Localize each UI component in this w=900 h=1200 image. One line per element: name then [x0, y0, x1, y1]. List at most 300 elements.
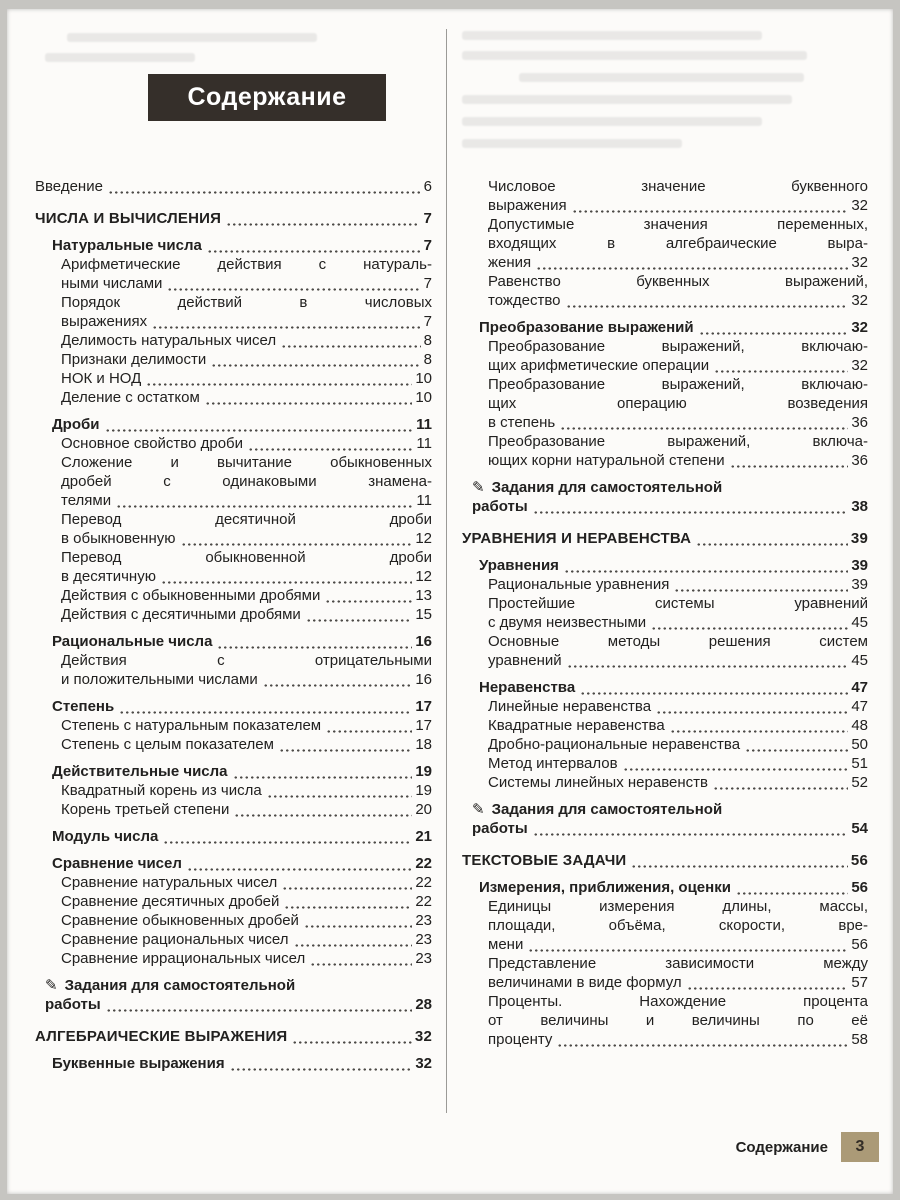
- toc-entry-page: 39: [850, 530, 868, 547]
- pencil-icon: ✎: [45, 977, 58, 994]
- toc-entry: [35, 605, 432, 624]
- toc-entry-lastline: [35, 209, 432, 228]
- toc-entry-page: 22: [415, 874, 432, 891]
- toc-entry-text: Деление с остатком: [61, 389, 200, 406]
- toc-entry-text: Рациональные уравнения: [488, 576, 670, 593]
- bleed-through-line: [462, 51, 807, 60]
- toc-entry: [462, 678, 868, 697]
- toc-entry-lastline: [52, 236, 432, 255]
- toc-entry-page: 54: [851, 820, 868, 837]
- dot-leader: [284, 897, 412, 909]
- toc-entry: [35, 369, 432, 388]
- toc-entry-page: 36: [851, 452, 868, 469]
- toc-entry-text: АЛГЕБРАИЧЕСКИЕ ВЫРАЖЕНИЯ: [35, 1028, 288, 1045]
- toc-entry: [462, 318, 868, 337]
- toc-entry-line: Простейшие системы уравнений: [488, 595, 868, 612]
- toc-entry-text: выражениях: [61, 313, 148, 330]
- dot-leader: [536, 258, 848, 270]
- toc-entry-line: Равенство буквенных выражений,: [488, 273, 868, 290]
- dot-leader: [533, 502, 849, 514]
- toc-entry: [35, 716, 432, 735]
- toc-entry-page: 56: [850, 852, 868, 869]
- footer-section-label: Содержание: [735, 1138, 828, 1156]
- toc-entry-page: 11: [416, 435, 432, 452]
- dot-leader: [674, 580, 848, 592]
- toc-entry: [462, 697, 868, 716]
- toc-entry-line: Числовое значение буквенного: [488, 178, 868, 195]
- toc-entry: [462, 800, 868, 838]
- toc-entry-lastline: [479, 318, 868, 337]
- toc-entry: [462, 375, 868, 432]
- toc-entry-line: [472, 800, 868, 819]
- toc-entry-lastline: [61, 892, 432, 911]
- toc-entry-page: 7: [423, 313, 432, 330]
- dot-leader: [108, 182, 421, 194]
- bleed-through-line: [462, 139, 682, 148]
- toc-entry-text: Метод интервалов: [488, 755, 618, 772]
- toc-entry-text: в десятичную: [61, 568, 156, 585]
- toc-entry-line: входящих в алгебраические выра-: [488, 235, 868, 252]
- toc-entry-line: Преобразование выражений, включаю-: [488, 338, 868, 355]
- toc-entry: [462, 632, 868, 670]
- toc-entry-text: Задания для самостоятельной: [491, 801, 723, 818]
- toc-entry-page: 39: [851, 557, 868, 574]
- toc-entry-text: Сравнение чисел: [52, 855, 182, 872]
- toc-entry-lastline: [488, 735, 868, 754]
- toc-entry-text: Сравнение обыкновенных дробей: [61, 912, 299, 929]
- dot-leader: [146, 374, 412, 386]
- dot-leader: [528, 940, 848, 952]
- toc-entry-text: Задания для самостоятельной: [491, 479, 723, 496]
- dot-leader: [119, 702, 412, 714]
- toc-entry-text: работы: [45, 996, 101, 1013]
- toc-entry: [462, 556, 868, 575]
- toc-entry-lastline: [61, 350, 432, 369]
- toc-entry-text: Делимость натуральных чисел: [61, 332, 277, 349]
- toc-entry-text: работы: [472, 820, 528, 837]
- dot-leader: [567, 656, 849, 668]
- toc-entry-lastline: [472, 497, 868, 516]
- dot-leader: [580, 683, 848, 695]
- toc-entry-lastline: [488, 291, 868, 310]
- toc-entry-page: 16: [415, 671, 432, 688]
- toc-entry-text: ными числами: [61, 275, 163, 292]
- toc-entry-text: Действия с обыкновенными дробями: [61, 587, 321, 604]
- toc-entry-text: в обыкновенную: [61, 530, 176, 547]
- toc-entry-page: 57: [851, 974, 868, 991]
- dot-leader: [281, 336, 421, 348]
- toc-entry-lastline: [61, 873, 432, 892]
- toc-entry-text: Действия с десятичными дробями: [61, 606, 301, 623]
- toc-entry-page: 16: [415, 633, 432, 650]
- toc-entry-page: 28: [415, 996, 432, 1013]
- toc-entry: [35, 1027, 432, 1046]
- toc-entry: [462, 177, 868, 215]
- toc-entry: [35, 331, 432, 350]
- pencil-icon: ✎: [472, 479, 485, 496]
- toc-entry-lastline: [52, 632, 432, 651]
- toc-entry-page: 36: [851, 414, 868, 431]
- toc-entry-page: 38: [851, 498, 868, 515]
- toc-entry: [462, 954, 868, 992]
- toc-entry-lastline: [479, 556, 868, 575]
- toc-entry-text: Рациональные числа: [52, 633, 213, 650]
- toc-entry-lastline: [61, 388, 432, 407]
- toc-column-left: [35, 177, 432, 1073]
- dot-leader: [282, 878, 412, 890]
- toc-entry-lastline: [479, 878, 868, 897]
- toc-entry-lastline: [61, 949, 432, 968]
- toc-entry: [35, 854, 432, 873]
- toc-entry: [35, 415, 432, 434]
- toc-entry-text: жения: [488, 254, 532, 271]
- toc-entry-text: Признаки делимости: [61, 351, 207, 368]
- toc-entry-lastline: [61, 605, 432, 624]
- bleed-through-line: [462, 31, 762, 40]
- bleed-through-line: [462, 117, 762, 126]
- toc-entry-line: [472, 478, 868, 497]
- toc-entry-lastline: [488, 651, 868, 670]
- toc-entry-page: 50: [851, 736, 868, 753]
- toc-entry-page: 47: [851, 698, 868, 715]
- dot-leader: [248, 439, 413, 451]
- dot-leader: [152, 317, 421, 329]
- toc-entry-page: 58: [851, 1031, 868, 1048]
- dot-leader: [623, 759, 849, 771]
- toc-entry-text: Корень третьей степени: [61, 801, 230, 818]
- toc-entry-lastline: [61, 434, 432, 453]
- toc-entry-page: 45: [851, 614, 868, 631]
- toc-entry: [35, 827, 432, 846]
- toc-entry-lastline: [488, 575, 868, 594]
- dot-leader: [326, 721, 412, 733]
- toc-entry-text: проценту: [488, 1031, 553, 1048]
- toc-entry-lastline: [61, 716, 432, 735]
- toc-entry-line: дробей с одинаковыми знамена-: [61, 473, 432, 490]
- page-title: Содержание: [148, 74, 386, 121]
- toc-entry-text: Преобразование выражений: [479, 319, 694, 336]
- toc-entry-page: 19: [415, 782, 432, 799]
- toc-entry: [462, 575, 868, 594]
- toc-entry: [35, 177, 432, 196]
- toc-entry: [462, 992, 868, 1049]
- toc-entry-text: Уравнения: [479, 557, 559, 574]
- toc-entry-line: [45, 976, 432, 995]
- dot-leader: [304, 916, 412, 928]
- dot-leader: [310, 954, 412, 966]
- toc-entry-lastline: [488, 697, 868, 716]
- toc-entry-page: 45: [851, 652, 868, 669]
- toc-entry-page: 32: [851, 292, 868, 309]
- toc-entry-text: ЧИСЛА И ВЫЧИСЛЕНИЯ: [35, 210, 222, 227]
- toc-entry-page: 19: [415, 763, 432, 780]
- dot-leader: [163, 832, 412, 844]
- toc-entry: [35, 236, 432, 255]
- toc-entry-page: 13: [415, 587, 432, 604]
- toc-entry: [35, 651, 432, 689]
- toc-entry-text: Измерения, приближения, оценки: [479, 879, 731, 896]
- toc-entry: [35, 1054, 432, 1073]
- toc-entry-text: Буквенные выражения: [52, 1055, 225, 1072]
- toc-entry: [35, 434, 432, 453]
- toc-entry-lastline: [462, 529, 868, 548]
- dot-leader: [687, 978, 849, 990]
- toc-entry-lastline: [35, 1027, 432, 1046]
- dot-leader: [233, 767, 413, 779]
- toc-entry: [462, 773, 868, 792]
- toc-entry-line: Преобразование выражений, включаю-: [488, 376, 868, 393]
- toc-entry: [35, 388, 432, 407]
- toc-entry-page: 12: [415, 530, 432, 547]
- toc-entry-lastline: [488, 973, 868, 992]
- toc-entry-page: 18: [415, 736, 432, 753]
- toc-column-right: [462, 177, 868, 1073]
- toc-entry: [35, 911, 432, 930]
- toc-entry-text: тождество: [488, 292, 561, 309]
- toc-entry-text: Степень: [52, 698, 115, 715]
- toc-entry-lastline: [61, 911, 432, 930]
- toc-entry-lastline: [488, 773, 868, 792]
- toc-entry: [462, 594, 868, 632]
- dot-leader: [230, 1059, 413, 1071]
- toc-entry: [35, 892, 432, 911]
- toc-entry-line: Допустимые значения переменных,: [488, 216, 868, 233]
- toc-entry-page: 20: [415, 801, 432, 818]
- dot-leader: [279, 740, 412, 752]
- toc-entry-page: 6: [423, 178, 432, 195]
- toc-entry: [35, 976, 432, 1014]
- toc-entry-lastline: [52, 1054, 432, 1073]
- toc-entry-page: 7: [423, 237, 432, 254]
- toc-entry-page: 23: [415, 950, 432, 967]
- toc-entry-lastline: [488, 1030, 868, 1049]
- toc-entry-line: щих операцию возведения: [488, 395, 868, 412]
- toc-entry-page: 11: [416, 492, 432, 509]
- dot-leader: [267, 786, 413, 798]
- dot-leader: [226, 214, 420, 226]
- toc-entry-text: Неравенства: [479, 679, 576, 696]
- dot-leader: [205, 393, 413, 405]
- toc-entry-text: Сравнение десятичных дробей: [61, 893, 280, 910]
- bleed-through-line: [45, 53, 195, 62]
- toc-entry-text: выражения: [488, 197, 567, 214]
- toc-entry-lastline: [61, 800, 432, 819]
- toc-entry-line: Единицы измерения длины, массы,: [488, 898, 868, 915]
- toc-entry: [35, 453, 432, 510]
- dot-leader: [714, 361, 848, 373]
- toc-entry: [462, 272, 868, 310]
- toc-entry-text: Введение: [35, 178, 103, 195]
- toc-entry: [35, 930, 432, 949]
- bleed-through-line: [519, 73, 804, 82]
- toc-entry: [462, 716, 868, 735]
- toc-entry-lastline: [35, 177, 432, 196]
- toc-entry: [462, 337, 868, 375]
- dot-leader: [211, 355, 420, 367]
- toc-entry-page: 23: [415, 931, 432, 948]
- toc-entry-lastline: [52, 762, 432, 781]
- toc-entry-page: 56: [851, 879, 868, 896]
- toc-entry-text: уравнений: [488, 652, 562, 669]
- toc-entry-lastline: [52, 854, 432, 873]
- dot-leader: [745, 740, 848, 752]
- toc-entry-text: Сравнение иррациональных чисел: [61, 950, 306, 967]
- dot-leader: [105, 420, 414, 432]
- dot-leader: [116, 496, 413, 508]
- toc-entry-page: 32: [851, 197, 868, 214]
- toc-entry-lastline: [472, 819, 868, 838]
- toc-entry-lastline: [488, 413, 868, 432]
- toc-entry-page: 8: [423, 332, 432, 349]
- toc-entry-text: величинами в виде формул: [488, 974, 682, 991]
- toc-entry: [462, 878, 868, 897]
- toc-entry-line: Перевод обыкновенной дроби: [61, 549, 432, 566]
- toc-entry-lastline: [61, 930, 432, 949]
- toc-entry: [35, 949, 432, 968]
- toc-entry-text: Задания для самостоятельной: [64, 977, 296, 994]
- toc-entry-text: Системы линейных неравенств: [488, 774, 708, 791]
- toc-entry-text: Дроби: [52, 416, 100, 433]
- toc-entry-text: ТЕКСТОВЫЕ ЗАДАЧИ: [462, 852, 627, 869]
- toc-entry-lastline: [61, 529, 432, 548]
- dot-leader: [557, 1035, 848, 1047]
- toc-entry: [35, 873, 432, 892]
- toc-entry-page: 7: [423, 210, 432, 227]
- toc-entry-text: телями: [61, 492, 112, 509]
- toc-entry-page: 12: [415, 568, 432, 585]
- toc-entry: [35, 293, 432, 331]
- toc-entry-page: 47: [851, 679, 868, 696]
- toc-entry-text: мени: [488, 936, 524, 953]
- toc-entry-page: 10: [415, 370, 432, 387]
- book-page: [7, 9, 893, 1194]
- toc-entry-lastline: [488, 253, 868, 272]
- toc-entry-page: 51: [851, 755, 868, 772]
- toc-entry: [462, 897, 868, 954]
- toc-entry-page: 48: [851, 717, 868, 734]
- toc-entry: [462, 851, 868, 870]
- page-number-badge: 3: [841, 1132, 879, 1162]
- dot-leader: [161, 572, 412, 584]
- toc-entry: [35, 586, 432, 605]
- toc-entry-page: 32: [415, 1055, 432, 1072]
- toc-entry-text: в степень: [488, 414, 556, 431]
- dot-leader: [730, 456, 849, 468]
- dot-leader: [217, 637, 412, 649]
- dot-leader: [560, 418, 848, 430]
- toc-entry-line: Арифметические действия с натураль-: [61, 256, 432, 273]
- dot-leader: [181, 534, 413, 546]
- toc-entry-text: Модуль числа: [52, 828, 159, 845]
- toc-entry: [35, 697, 432, 716]
- toc-entry-lastline: [61, 670, 432, 689]
- dot-leader: [736, 883, 848, 895]
- dot-leader: [533, 824, 849, 836]
- toc-entry-page: 8: [423, 351, 432, 368]
- toc-entry-text: Дробно-рациональные неравенства: [488, 736, 741, 753]
- dot-leader: [207, 241, 421, 253]
- pencil-icon: ✎: [472, 801, 485, 818]
- toc-entry-lastline: [61, 491, 432, 510]
- toc-entry-page: 23: [415, 912, 432, 929]
- dot-leader: [651, 618, 848, 630]
- toc-entry: [462, 478, 868, 516]
- toc-entry-page: 52: [851, 774, 868, 791]
- toc-entry-line: Порядок действий в числовых: [61, 294, 432, 311]
- bleed-through-line: [462, 95, 792, 104]
- dot-leader: [106, 1000, 413, 1012]
- toc-entry-lastline: [61, 369, 432, 388]
- toc-entry-text: Действительные числа: [52, 763, 228, 780]
- toc-entry-lastline: [45, 995, 432, 1014]
- toc-entry-lastline: [488, 716, 868, 735]
- toc-entry-lastline: [52, 697, 432, 716]
- toc-entry-line: Преобразование выражений, включа-: [488, 433, 868, 450]
- toc-entry: [462, 754, 868, 773]
- dot-leader: [167, 279, 420, 291]
- toc-entry-text: Степень с целым показателем: [61, 736, 274, 753]
- dot-leader: [325, 591, 412, 603]
- toc-entry-lastline: [52, 415, 432, 434]
- toc-entry: [35, 510, 432, 548]
- toc-entry: [35, 800, 432, 819]
- dot-leader: [187, 859, 412, 871]
- toc-entry-page: 32: [414, 1028, 432, 1045]
- toc-entry: [35, 255, 432, 293]
- dot-leader: [696, 534, 848, 546]
- toc-entry: [35, 762, 432, 781]
- toc-entry-line: Представление зависимости между: [488, 955, 868, 972]
- toc-entry: [35, 735, 432, 754]
- dot-leader: [263, 675, 413, 687]
- toc-entry-page: 10: [415, 389, 432, 406]
- toc-entry-page: 32: [851, 357, 868, 374]
- toc-entry-text: НОК и НОД: [61, 370, 142, 387]
- dot-leader: [656, 702, 848, 714]
- toc-entry-lastline: [488, 935, 868, 954]
- toc-entry-text: с двумя неизвестными: [488, 614, 647, 631]
- toc-entry-lastline: [488, 451, 868, 470]
- dot-leader: [566, 296, 849, 308]
- toc-entry: [462, 432, 868, 470]
- dot-leader: [234, 805, 412, 817]
- toc-entry-line: от величины и величины по её: [488, 1012, 868, 1029]
- toc-entry-lastline: [61, 567, 432, 586]
- toc-entry-lastline: [61, 274, 432, 293]
- toc-entry-line: Основные методы решения систем: [488, 633, 868, 650]
- toc-entry-text: Натуральные числа: [52, 237, 202, 254]
- toc-entry-line: площади, объёма, скорости, вре-: [488, 917, 868, 934]
- toc-entry-line: Перевод десятичной дроби: [61, 511, 432, 528]
- toc-entry-lastline: [488, 754, 868, 773]
- dot-leader: [292, 1032, 411, 1044]
- toc-entry-page: 32: [851, 254, 868, 271]
- toc-entry-lastline: [479, 678, 868, 697]
- toc-entry: [35, 209, 432, 228]
- dot-leader: [670, 721, 849, 733]
- toc-entry-line: Проценты. Нахождение процента: [488, 993, 868, 1010]
- toc-entry-text: Квадратный корень из числа: [61, 782, 262, 799]
- toc-entry-text: Степень с натуральным показателем: [61, 717, 322, 734]
- toc-entry-text: ющих корни натуральной степени: [488, 452, 725, 469]
- dot-leader: [631, 856, 847, 868]
- toc-entry-text: Сравнение рациональных чисел: [61, 931, 289, 948]
- toc-entry: [35, 781, 432, 800]
- toc-entry: [462, 735, 868, 754]
- toc-entry-lastline: [61, 586, 432, 605]
- dot-leader: [294, 935, 413, 947]
- bleed-through-line: [67, 33, 317, 42]
